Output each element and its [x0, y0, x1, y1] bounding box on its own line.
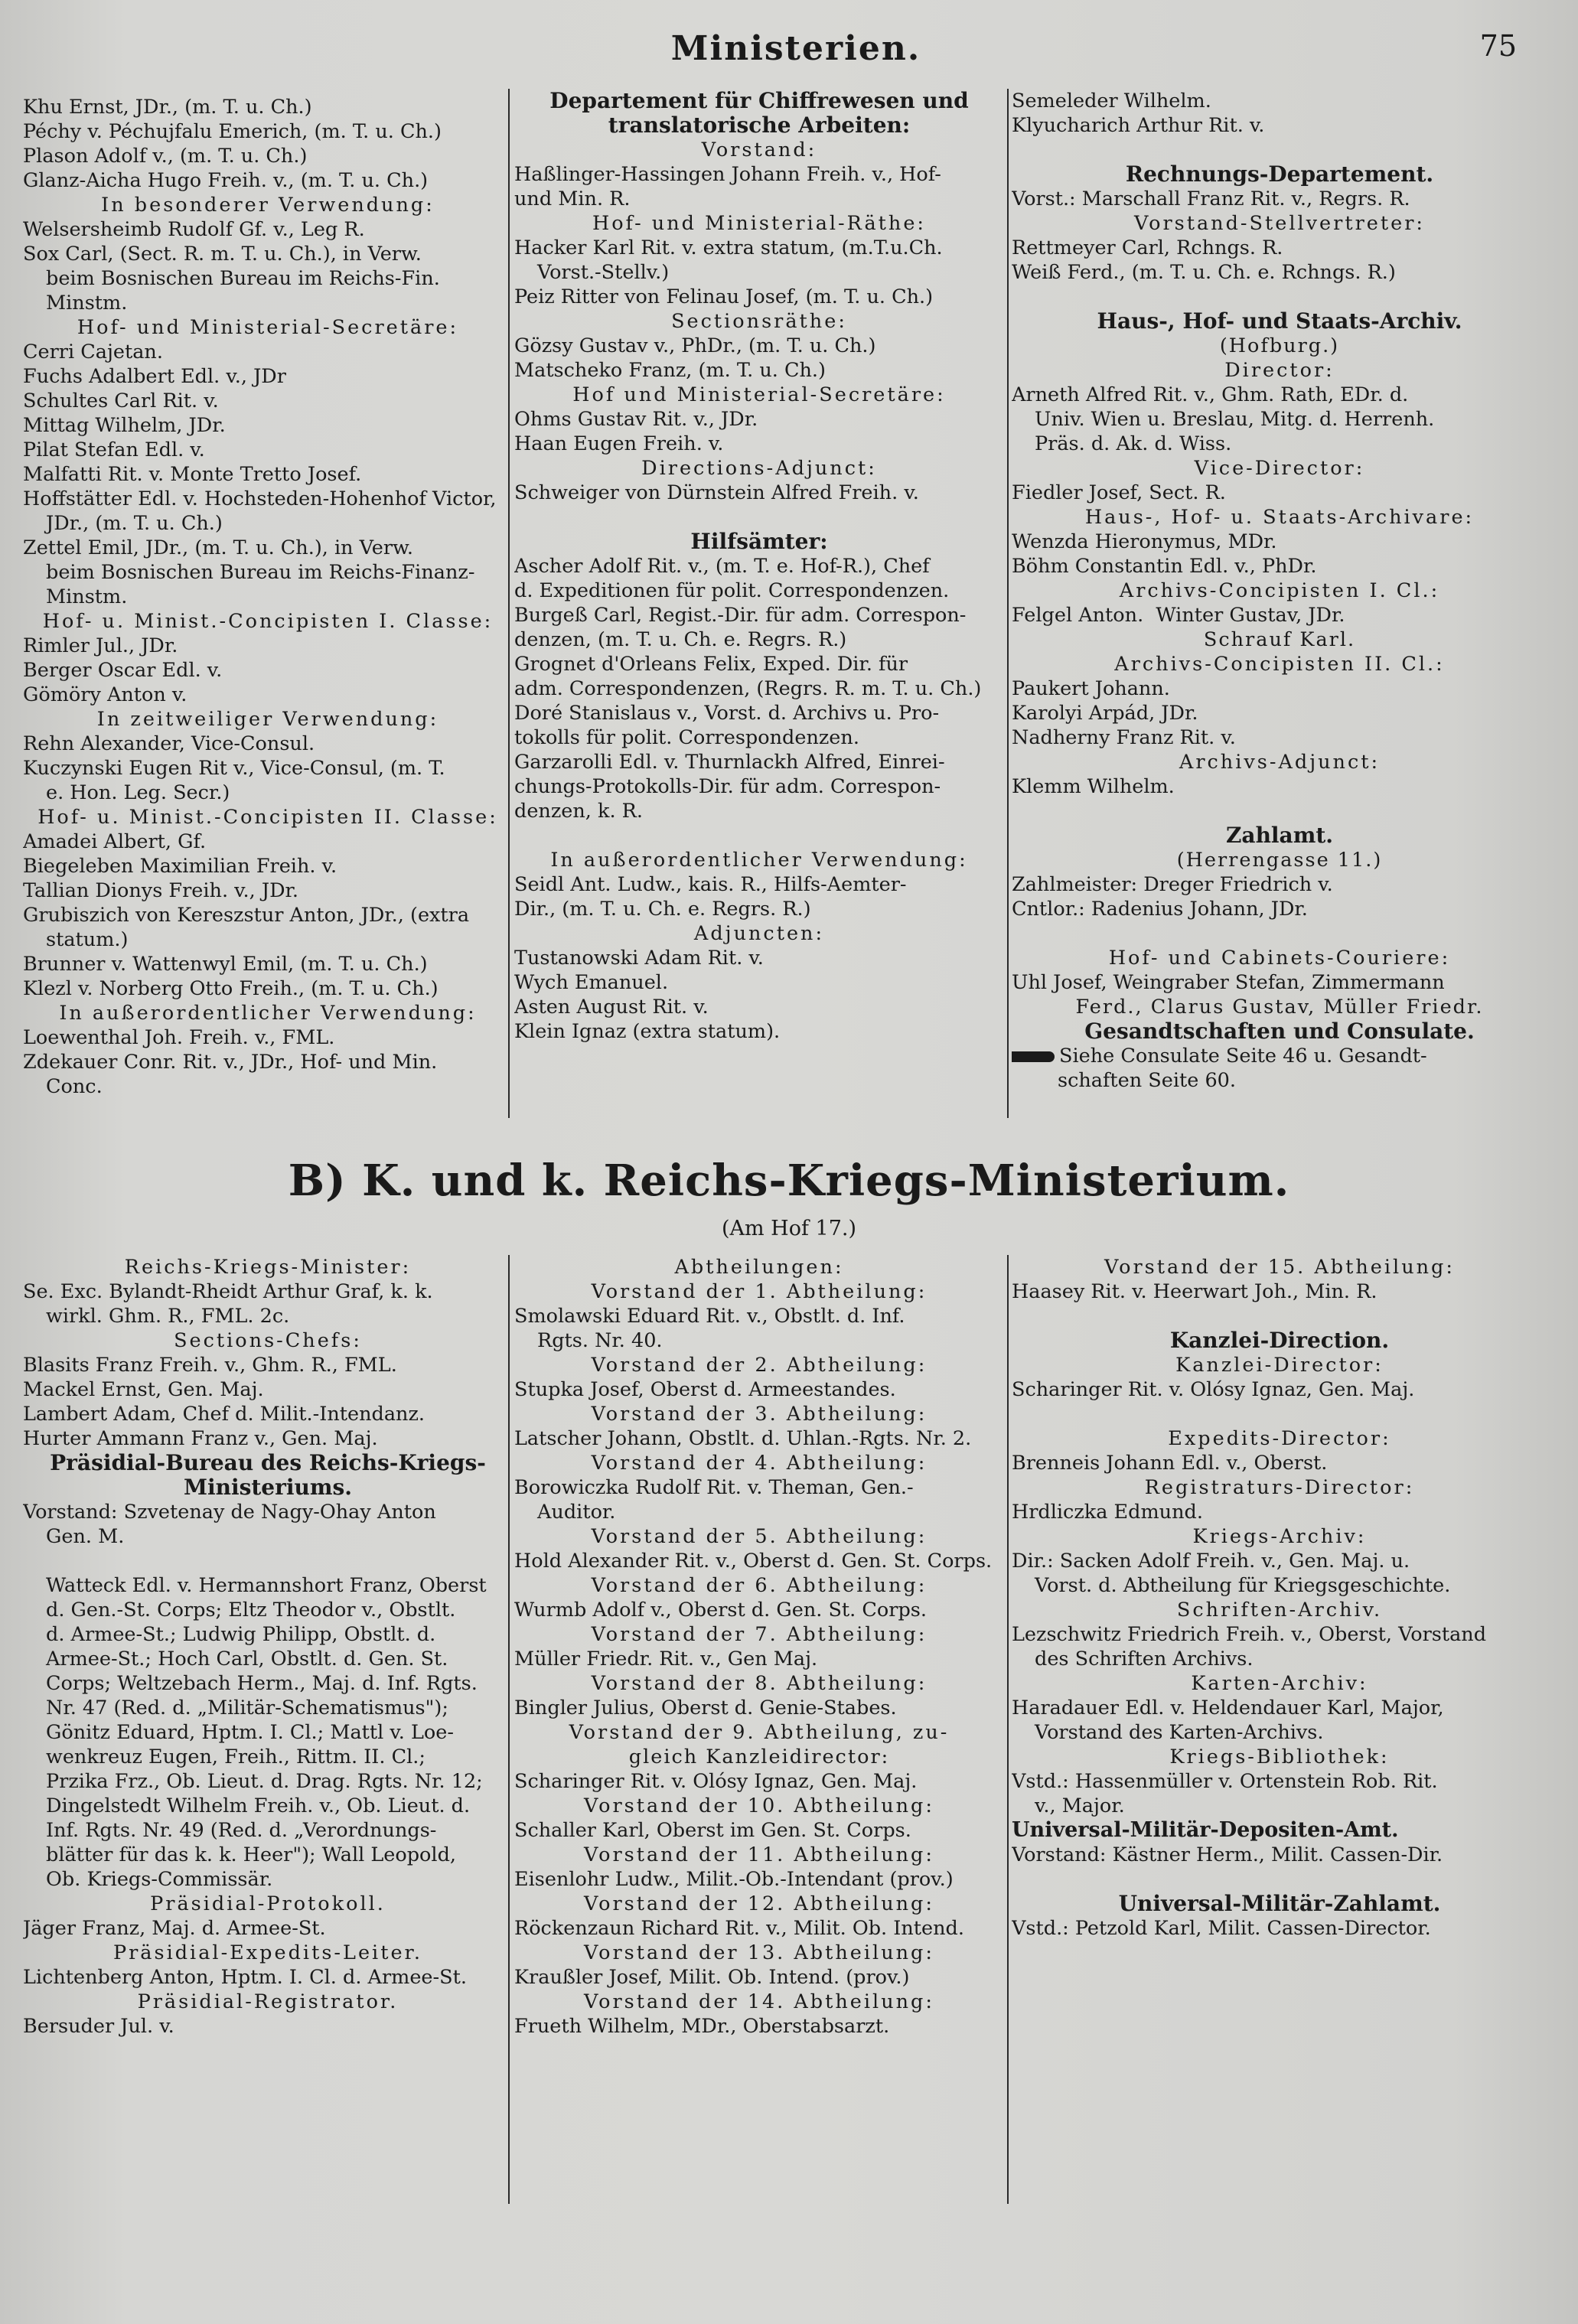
section-heading: Gesandtschaften und Consulate. [1084, 1019, 1475, 1044]
entry: Rettmeyer Carl, Rchngs. R. [1012, 236, 1283, 259]
section-heading: Departement für Chiffrewesen und [549, 89, 969, 113]
subheading: Director: [1224, 359, 1335, 382]
subheading: Adjuncten: [693, 922, 825, 945]
column-divider [1007, 1255, 1009, 2204]
subheading: Vorstand: [701, 139, 817, 161]
entry: Malfatti Rit. v. Monte Tretto Josef. [23, 463, 362, 486]
subheading: Vorstand der 1. Abtheilung: [591, 1280, 928, 1303]
entry: blätter für das k. k. Heer"); Wall Leopold, [46, 1843, 456, 1866]
section-heading: Präsidial-Bureau des Reichs-Kriegs- [50, 1450, 486, 1475]
section-heading: Universal-Militär-Depositen-Amt. [1012, 1818, 1399, 1842]
subheading: Vice-Director: [1194, 457, 1365, 480]
entry: Haßlinger-Hassingen Johann Freih. v., Hof- [514, 163, 941, 186]
spacer [514, 505, 1004, 530]
entry: Präs. d. Ak. d. Wiss. [1035, 432, 1232, 455]
subheading: Schriften-Archiv. [1176, 1599, 1383, 1622]
entry: Kuczynski Eugen Rit v., Vice-Consul, (m. T. [23, 757, 445, 780]
entry: Sox Carl, (Sect. R. m. T. u. Ch.), in Verw. [23, 243, 422, 266]
entry: Univ. Wien u. Breslau, Mitg. d. Herrenh. [1035, 408, 1435, 431]
subheading: Karten-Archiv: [1191, 1672, 1368, 1695]
entry: Haan Eugen Freih. v. [514, 432, 724, 455]
entry: denzen, k. R. [514, 800, 643, 823]
entry: d. Armee-St.; Ludwig Philipp, Obstlt. d. [46, 1623, 436, 1646]
entry: Haradauer Edl. v. Heldendauer Karl, Major, [1012, 1697, 1444, 1719]
entry: Vstd.: Hassenmüller v. Ortenstein Rob. Rit. [1012, 1770, 1438, 1793]
page-number: 75 [1479, 29, 1517, 63]
spacer [1012, 921, 1547, 946]
entry: Arneth Alfred Rit. v., Ghm. Rath, EDr. d. [1012, 383, 1409, 406]
subheading: Hof- u. Minist.-Concipisten I. Classe: [42, 610, 494, 633]
entry: chungs-Protokolls-Dir. für adm. Correspon- [514, 775, 941, 798]
section-heading: translatorische Arbeiten: [608, 112, 911, 138]
entry: Zdekauer Conr. Rit. v., JDr., Hof- und Min. [23, 1051, 438, 1074]
subheading: In zeitweiliger Verwendung: [96, 708, 439, 731]
entry: Matscheko Franz, (m. T. u. Ch.) [514, 359, 826, 382]
entry: Hrdliczka Edmund. [1012, 1501, 1203, 1524]
entry: Jäger Franz, Maj. d. Armee-St. [23, 1917, 326, 1940]
section-heading: Kanzlei-Direction. [1169, 1328, 1390, 1353]
entry: Wurmb Adolf v., Oberst d. Gen. St. Corps. [514, 1599, 927, 1622]
entry: Stupka Josef, Oberst d. Armeestandes. [514, 1378, 896, 1401]
entry: Vstd.: Petzold Karl, Milit. Cassen-Director. [1012, 1917, 1431, 1940]
entry: Minstm. [46, 585, 128, 608]
entry: Lambert Adam, Chef d. Milit.-Intendanz. [23, 1403, 425, 1426]
entry: Ohms Gustav Rit. v., JDr. [514, 408, 758, 431]
entry: Fuchs Adalbert Edl. v., JDr [23, 365, 286, 388]
entry: Klezl v. Norberg Otto Freih., (m. T. u. Ch.) [23, 977, 439, 1000]
entry: Hurter Ammann Franz v., Gen. Maj. [23, 1427, 378, 1450]
spacer [1012, 285, 1547, 309]
entry: Tustanowski Adam Rit. v. [514, 947, 764, 970]
entry: Dir., (m. T. u. Ch. e. Regrs. R.) [514, 898, 811, 921]
entry: tokolls für polit. Correspondenzen. [514, 726, 859, 749]
entry: Vorstand: Szvetenay de Nagy-Ohay Anton [23, 1501, 436, 1524]
entry: Mackel Ernst, Gen. Maj. [23, 1378, 264, 1401]
subheading: Vorstand der 12. Abtheilung: [584, 1892, 934, 1915]
subheading: In außerordentlicher Verwendung: [550, 849, 968, 872]
entry: Brenneis Johann Edl. v., Oberst. [1012, 1452, 1328, 1475]
subheading: Abtheilungen: [674, 1256, 844, 1279]
entry: Hold Alexander Rit. v., Oberst d. Gen. St. Corps. [514, 1550, 993, 1573]
entry: Röckenzaun Richard Rit. v., Milit. Ob. Intend. [514, 1917, 964, 1940]
entry: Gönitz Eduard, Hptm. I. Cl.; Mattl v. Loe- [46, 1721, 454, 1744]
subheading: Vorstand der 4. Abtheilung: [591, 1452, 928, 1475]
entry: Bersuder Jul. v. [23, 2015, 174, 2038]
entry: Cerri Cajetan. [23, 341, 163, 363]
column-3 [1012, 89, 1547, 1093]
section-heading: Rechnungs-Departement. [1125, 161, 1434, 187]
entry: beim Bosnischen Bureau im Reichs-Finanz- [46, 561, 475, 584]
entry: denzen, (m. T. u. Ch. e. Regrs. R.) [514, 628, 847, 651]
subheading: Vorstand der 5. Abtheilung: [591, 1525, 928, 1548]
address: (Herrengasse 11.) [1176, 849, 1383, 872]
entry: Hacker Karl Rit. v. extra statum, (m.T.u.Ch. [514, 236, 943, 259]
entry: Schultes Carl Rit. v. [23, 390, 219, 412]
entry: Lezschwitz Friedrich Freih. v., Oberst, Vorstand [1012, 1623, 1487, 1646]
subheading: Vorstand der 15. Abtheilung: [1104, 1256, 1455, 1279]
entry: Burgeß Carl, Regist.-Dir. für adm. Correspon- [514, 604, 967, 627]
entry: Frueth Wilhelm, MDr., Oberstabsarzt. [514, 2015, 890, 2038]
subheading: In besonderer Verwendung: [101, 194, 435, 217]
entry: wirkl. Ghm. R., FML. 2c. [46, 1305, 290, 1328]
subheading: Kriegs-Bibliothek: [1169, 1745, 1390, 1768]
address: (Hofburg.) [1219, 334, 1340, 357]
entry: Glanz-Aicha Hugo Freih. v., (m. T. u. Ch.) [23, 169, 429, 192]
entry: Tallian Dionys Freih. v., JDr. [23, 879, 299, 902]
entry: Latscher Johann, Obstlt. d. Uhlan.-Rgts. Nr. 2. [514, 1427, 972, 1450]
entry: Fiedler Josef, Sect. R. [1012, 481, 1226, 504]
entry: Lichtenberg Anton, Hptm. I. Cl. d. Armee-St. [23, 1966, 467, 1989]
entry: Klein Ignaz (extra statum). [514, 1020, 781, 1043]
entry: Corps; Weltzebach Herm., Maj. d. Inf. Rgts. [46, 1672, 478, 1695]
column-1 [23, 95, 513, 1099]
subheading: Haus-, Hof- u. Staats-Archivare: [1084, 506, 1475, 529]
entry: Berger Oscar Edl. v. [23, 659, 223, 682]
subheading: Directions-Adjunct: [641, 457, 877, 480]
entry: beim Bosnischen Bureau im Reichs-Fin. [46, 267, 440, 290]
entry: Amadei Albert, Gf. [23, 830, 207, 853]
entry: Borowiczka Rudolf Rit. v. Theman, Gen.- [514, 1476, 914, 1499]
entry: Ascher Adolf Rit. v., (m. T. e. Hof-R.), Chef [514, 555, 930, 578]
subheading: Präsidial-Protokoll. [150, 1892, 386, 1915]
entry: Grubiszich von Kereszstur Anton, JDr., (extra [23, 904, 470, 927]
entry: Peiz Ritter von Felinau Josef, (m. T. u. Ch.) [514, 285, 934, 308]
subheading: Vorstand der 13. Abtheilung: [584, 1941, 934, 1964]
subheading: Vorstand der 10. Abtheilung: [584, 1794, 934, 1817]
entry: Böhm Constantin Edl. v., PhDr. [1012, 555, 1317, 578]
entry: Rgts. Nr. 40. [537, 1329, 663, 1352]
entry: Grognet d'Orleans Felix, Exped. Dir. für [514, 653, 908, 676]
entry: Dir.: Sacken Adolf Freih. v., Gen. Maj. u. [1012, 1550, 1410, 1573]
entry: Loewenthal Joh. Freih. v., FML. [23, 1026, 335, 1049]
subheading: Präsidial-Registrator. [137, 1990, 399, 2013]
entry: d. Gen.-St. Corps; Eltz Theodor v., Obstlt. [46, 1599, 456, 1622]
entry: Wych Emanuel. [514, 971, 669, 994]
entry: Ob. Kriegs-Commissär. [46, 1868, 273, 1891]
entry: Klemm Wilhelm. [1012, 775, 1175, 798]
entry: Dingelstedt Wilhelm Freih. v., Ob. Lieut. d. [46, 1794, 471, 1817]
entry: Semeleder Wilhelm. [1012, 90, 1211, 112]
entry: wenkreuz Eugen, Freih., Rittm. II. Cl.; [46, 1745, 425, 1768]
entry: Plason Adolf v., (m. T. u. Ch.) [23, 145, 308, 168]
entry: Vorst.-Stellv.) [537, 261, 670, 284]
entry: Rehn Alexander, Vice-Consul. [23, 732, 315, 755]
section-b-address: (Am Hof 17.) [721, 1217, 857, 1240]
entry: Vorst. d. Abtheilung für Kriegsgeschichte. [1035, 1574, 1451, 1597]
entry: Przika Frz., Ob. Lieut. d. Drag. Rgts. Nr. 12; [46, 1770, 483, 1793]
entry: und Min. R. [514, 187, 631, 210]
entry: Seidl Ant. Ludw., kais. R., Hilfs-Aemter- [514, 873, 907, 896]
entry: JDr., (m. T. u. Ch.) [46, 512, 223, 535]
subheading: Vorstand der 11. Abtheilung: [584, 1843, 934, 1866]
entry: Biegeleben Maximilian Freih. v. [23, 855, 337, 878]
entry: Zahlmeister: Dreger Friedrich v. [1012, 873, 1333, 896]
subheading: Vorstand der 7. Abtheilung: [591, 1623, 928, 1646]
page-title: Ministerien. [670, 29, 921, 68]
column-divider [1007, 89, 1009, 1118]
entry: Uhl Josef, Weingraber Stefan, Zimmermann [1012, 971, 1445, 994]
entry: Gözsy Gustav v., PhDr., (m. T. u. Ch.) [514, 334, 876, 357]
section-heading: Universal-Militär-Zahlamt. [1118, 1891, 1441, 1916]
subheading: Hof- u. Minist.-Concipisten II. Classe: [37, 806, 498, 829]
entry: Gömöry Anton v. [23, 683, 187, 706]
subheading: Hof- und Cabinets-Couriere: [1108, 947, 1451, 970]
section-b-column-3 [1012, 1255, 1547, 1941]
subheading: gleich Kanzleidirector: [628, 1745, 890, 1768]
subheading: Hof- und Ministerial-Secretäre: [77, 316, 459, 339]
entry: Felgel Anton. Winter Gustav, JDr. [1012, 604, 1345, 627]
entry: Cntlor.: Radenius Johann, JDr. [1012, 898, 1308, 921]
entry: Bingler Julius, Oberst d. Genie-Stabes. [514, 1697, 897, 1719]
column-2 [514, 89, 1004, 1044]
entry: adm. Correspondenzen, (Regrs. R. m. T. u. Ch.) [514, 677, 982, 700]
entry: Karolyi Arpád, JDr. [1012, 702, 1198, 725]
entry: Siehe Consulate Seite 46 u. Gesandt- [1059, 1045, 1427, 1067]
entry: Conc. [46, 1075, 103, 1098]
entry: Mittag Wilhelm, JDr. [23, 414, 226, 437]
entry: Paukert Johann. [1012, 677, 1170, 700]
entry: Klyucharich Arthur Rit. v. [1012, 114, 1265, 137]
entry: Asten August Rit. v. [514, 996, 709, 1019]
subheading: Vorstand der 3. Abtheilung: [591, 1403, 928, 1426]
subheading: Präsidial-Expedits-Leiter. [112, 1941, 423, 1964]
entry: Müller Friedr. Rit. v., Gen Maj. [514, 1648, 818, 1670]
subheading: Registraturs-Director: [1144, 1476, 1415, 1499]
entry: Weiß Ferd., (m. T. u. Ch. e. Rchngs. R.) [1012, 261, 1396, 284]
entry: Khu Ernst, JDr., (m. T. u. Ch.) [23, 96, 312, 119]
section-heading: Hilfsämter: [690, 529, 828, 554]
spacer [514, 823, 1004, 848]
subheading: Archivs-Adjunct: [1179, 751, 1381, 774]
subheading: Vorstand der 9. Abtheilung, zu- [569, 1721, 950, 1744]
section-heading: Ministeriums. [183, 1475, 353, 1500]
entry: Brunner v. Wattenwyl Emil, (m. T. u. Ch.) [23, 953, 428, 976]
entry: des Schriften Archivs. [1035, 1648, 1254, 1670]
subheading: Expedits-Director: [1168, 1427, 1391, 1450]
entry: Nr. 47 (Red. d. „Militär-Schematismus"); [46, 1697, 448, 1719]
entry: Kraußler Josef, Milit. Ob. Intend. (prov.) [514, 1966, 910, 1989]
section-heading: Zahlamt. [1225, 823, 1334, 848]
entry: Wenzda Hieronymus, MDr. [1012, 530, 1277, 553]
entry: Smolawski Eduard Rit. v., Obstlt. d. Inf. [514, 1305, 905, 1328]
reference-line [1012, 1044, 1547, 1068]
subheading: Sectionsräthe: [671, 310, 847, 333]
entry: Vorst.: Marschall Franz Rit. v., Regrs. R. [1012, 187, 1410, 210]
entry: Rimler Jul., JDr. [23, 634, 178, 657]
entry: Hoffstätter Edl. v. Hochsteden-Hohenhof Victor, [23, 487, 497, 510]
page-header [0, 29, 1578, 75]
subheading: Vorstand-Stellvertreter: [1134, 212, 1425, 235]
entry: Doré Stanislaus v., Vorst. d. Archivs u. Pro- [514, 702, 940, 725]
subheading: Hof- und Ministerial-Räthe: [592, 212, 927, 235]
entry: Welsersheimb Rudolf Gf. v., Leg R. [23, 218, 365, 241]
entry: Ferd., Clarus Gustav, Müller Friedr. [1075, 996, 1484, 1019]
section-b-column-2 [514, 1255, 1004, 2039]
subheading: In außerordentlicher Verwendung: [59, 1002, 477, 1025]
entry: Nadherny Franz Rit. v. [1012, 726, 1236, 749]
subheading: Sections-Chefs: [174, 1329, 362, 1352]
spacer [1012, 1867, 1547, 1892]
entry: Garzarolli Edl. v. Thurnlackh Alfred, Einrei- [514, 751, 945, 774]
entry: Haasey Rit. v. Heerwart Joh., Min. R. [1012, 1280, 1377, 1303]
entry: Minstm. [46, 292, 128, 315]
subheading: Kanzlei-Director: [1175, 1354, 1384, 1377]
subheading: Hof und Ministerial-Secretäre: [572, 383, 946, 406]
subheading: Archivs-Concipisten I. Cl.: [1119, 579, 1440, 602]
section-heading: Haus-, Hof- und Staats-Archiv. [1097, 308, 1462, 334]
entry: Pilat Stefan Edl. v. [23, 438, 205, 461]
entry: Péchy v. Péchujfalu Emerich, (m. T. u. Ch.) [23, 120, 442, 143]
spacer [1012, 1304, 1547, 1328]
subheading: Vorstand der 2. Abtheilung: [591, 1354, 928, 1377]
entry: v., Major. [1035, 1794, 1125, 1817]
subheading: Vorstand der 6. Abtheilung: [591, 1574, 928, 1597]
subheading: Vorstand der 14. Abtheilung: [584, 1990, 934, 2013]
entry: Scharinger Rit. v. Olósy Ignaz, Gen. Maj. [514, 1770, 918, 1793]
entry: Auditor. [537, 1501, 616, 1524]
entry: Eisenlohr Ludw., Milit.-Ob.-Intendant (prov.) [514, 1868, 954, 1891]
entry: Vorstand des Karten-Archivs. [1035, 1721, 1324, 1744]
entry: Armee-St.; Hoch Carl, Obstlt. d. Gen. St. [46, 1648, 448, 1670]
entry: Schrauf Karl. [1203, 628, 1356, 651]
entry: Se. Exc. Bylandt-Rheidt Arthur Graf, k. k. [23, 1280, 433, 1303]
subheading: Archivs-Concipisten II. Cl.: [1114, 653, 1445, 676]
subheading: Kriegs-Archiv: [1192, 1525, 1367, 1548]
entry: Blasits Franz Freih. v., Ghm. R., FML. [23, 1354, 397, 1377]
spacer [1012, 138, 1547, 162]
section-b-column-1 [23, 1255, 513, 2039]
entry: Scharinger Rit. v. Olósy Ignaz, Gen. Maj. [1012, 1378, 1415, 1401]
entry: Zettel Emil, JDr., (m. T. u. Ch.), in Verw. [23, 536, 413, 559]
entry: e. Hon. Leg. Secr.) [46, 781, 230, 804]
subheading: Vorstand der 8. Abtheilung: [591, 1672, 928, 1695]
entry: Schweiger von Dürnstein Alfred Freih. v. [514, 481, 919, 504]
section-b-title: B) K. und k. Reichs-Kriegs-Ministerium. [288, 1155, 1290, 1206]
entry: Schaller Karl, Oberst im Gen. St. Corps. [514, 1819, 911, 1842]
entry: statum.) [46, 928, 129, 951]
entry: Watteck Edl. v. Hermannshort Franz, Oberst [46, 1574, 487, 1597]
pointing-hand-icon [1012, 1051, 1055, 1062]
entry: Inf. Rgts. Nr. 49 (Red. d. „Verordnungs- [46, 1819, 437, 1842]
entry: d. Expeditionen für polit. Correspondenzen. [514, 579, 950, 602]
entry: schaften Seite 60. [1058, 1069, 1237, 1092]
spacer [1012, 1402, 1547, 1426]
entry: Vorstand: Kästner Herm., Milit. Cassen-Dir. [1012, 1843, 1443, 1866]
spacer [23, 1549, 513, 1573]
spacer [1012, 799, 1547, 823]
subheading: Reichs-Kriegs-Minister: [124, 1256, 412, 1279]
entry: Gen. M. [46, 1525, 125, 1548]
